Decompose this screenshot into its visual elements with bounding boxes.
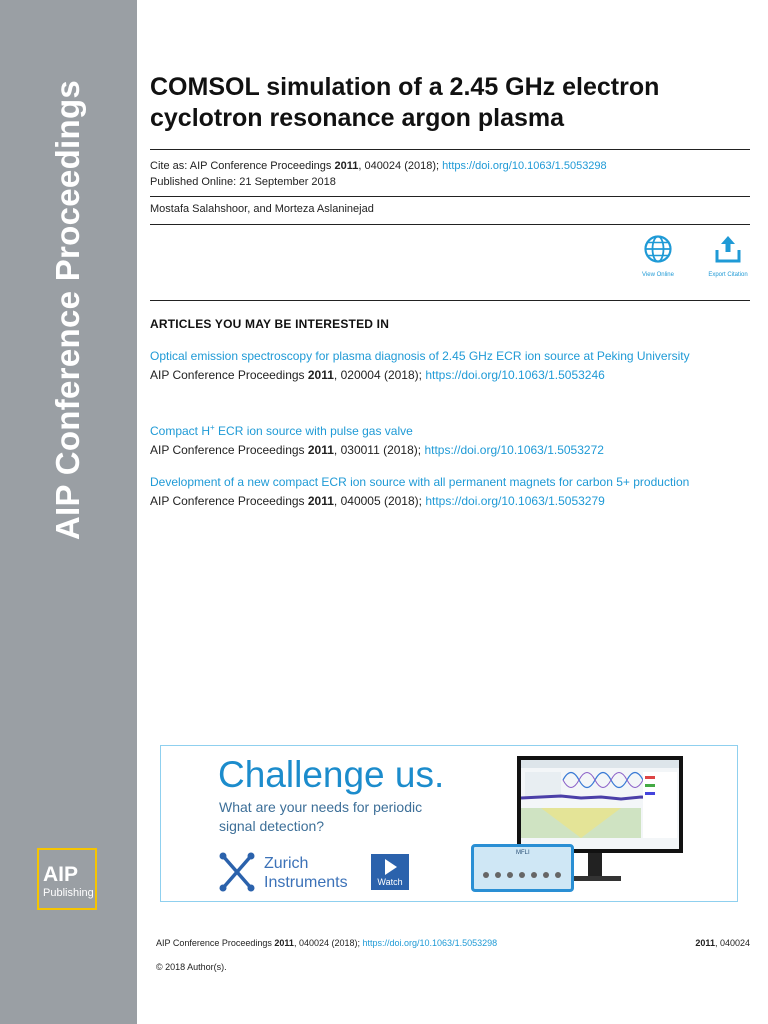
paper-doi-link[interactable]: https://doi.org/10.1063/1.5053298 [442,160,607,172]
article-title-part: ECR ion source with pulse gas valve [214,424,413,438]
ad-subtext-line: signal detection? [219,818,325,834]
divider [150,149,750,150]
article-title-link[interactable] [150,423,750,439]
brand-name-line: Zurich [264,855,309,872]
monitor-stand [588,853,602,877]
article-cite-prefix: AIP Conference Proceedings [150,443,308,457]
aip-publishing-logo[interactable] [37,848,97,910]
waveform-graphic [521,760,679,849]
article-title-link[interactable]: Development of a new compact ECR ion source with all permanent magnets for carbon 5+ production [150,475,690,489]
oscilloscope-screen [521,760,679,849]
article-doi-link[interactable]: https://doi.org/10.1063/1.5053246 [425,368,605,382]
article-citation [150,441,750,459]
article-volume: 2011 [307,494,334,508]
sidebar [0,0,137,1024]
watch-button[interactable] [371,854,409,890]
view-online-label: View Online [642,272,674,278]
advertisement-banner[interactable] [160,745,738,902]
citation-block [150,158,607,190]
article-doi-link[interactable]: https://doi.org/10.1063/1.5053272 [424,443,604,457]
brand-name-line: Instruments [264,874,348,891]
zurich-logo-icon [219,852,255,892]
article-volume: 2011 [307,443,334,457]
export-citation-button[interactable] [698,234,758,278]
article-cite-prefix: AIP Conference Proceedings [150,368,308,382]
brand-name [264,854,348,892]
footer-page-ref [695,938,750,948]
article-cite-suffix: , 040005 (2018); [333,494,426,508]
divider [150,224,750,225]
published-date: Published Online: 21 September 2018 [150,176,336,188]
zurich-instruments-logo [219,852,348,897]
related-article [150,474,750,510]
ad-headline: Challenge us. [218,754,445,795]
divider [150,196,750,197]
article-citation [150,492,750,510]
footer-right-volume: 2011 [695,938,715,948]
article-title-part: Compact H [150,424,211,438]
article-doi-link[interactable]: https://doi.org/10.1063/1.5053279 [425,494,605,508]
footer-doi-link[interactable]: https://doi.org/10.1063/1.5053298 [362,938,498,948]
export-citation-label: Export Citation [708,272,748,278]
logo-text-aip: AIP [43,863,79,886]
footer-volume: 2011 [274,938,294,948]
footer-right-suffix: , 040024 [714,938,750,948]
footer-cite-prefix: AIP Conference Proceedings [156,938,275,948]
related-articles-heading: ARTICLES YOU MAY BE INTERESTED IN [150,317,390,331]
article-citation [150,366,750,384]
cite-volume: 2011 [334,160,359,172]
monitor-foot [571,876,621,881]
device-label: MFLI [516,850,530,856]
export-icon [713,234,743,264]
cite-suffix: , 040024 (2018); [358,160,443,172]
mfli-device-illustration [471,844,574,892]
article-cite-prefix: AIP Conference Proceedings [150,494,308,508]
globe-icon [643,234,673,264]
cite-prefix: Cite as: AIP Conference Proceedings [150,160,335,172]
superscript-plus: + [210,423,215,432]
footer-citation [156,938,750,948]
cite-line [150,158,607,174]
copyright: © 2018 Author(s). [156,962,227,972]
article-title-link[interactable]: Optical emission spectroscopy for plasma diagnosis of 2.45 GHz ECR ion source at Peking University [150,349,690,363]
article-cite-suffix: , 030011 (2018); [333,443,425,457]
article-cite-suffix: , 020004 (2018); [333,368,426,382]
paper-title: COMSOL simulation of a 2.45 GHz electron cyclotron resonance argon plasma [150,73,660,132]
monitor-illustration [517,756,683,853]
logo-text-publishing: Publishing [43,887,94,899]
journal-title-vertical: AIP Conference Proceedings [49,79,86,541]
view-online-button[interactable] [628,234,688,278]
ad-subtext [219,798,422,836]
watch-label: Watch [377,877,403,887]
related-article [150,423,750,459]
related-article [150,348,750,384]
authors: Mostafa Salahshoor, and Morteza Aslaninejad [150,203,374,215]
article-volume: 2011 [307,368,334,382]
ad-subtext-line: What are your needs for periodic [219,799,423,815]
divider [150,300,750,301]
footer-cite-suffix: , 040024 (2018); [293,938,363,948]
play-icon [371,854,409,878]
